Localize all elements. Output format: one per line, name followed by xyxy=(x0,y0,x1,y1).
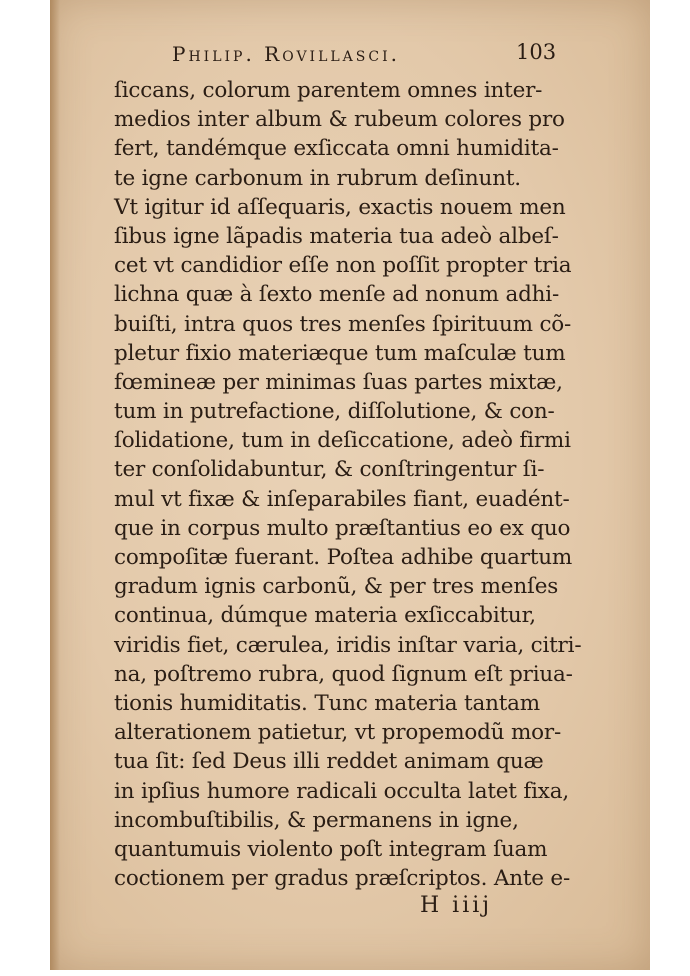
text-line: compoſitæ fuerant. Poſtea adhibe quartum xyxy=(114,545,573,570)
text-line: in ipſius humore radicali occulta latet fixa, xyxy=(114,778,569,804)
text-line: lichna quæ à ſexto menſe ad nonum adhi- xyxy=(114,282,560,308)
text-line: incombuſtibilis, & permanens in igne, xyxy=(114,807,519,833)
text-line: medios inter album & rubeum colores pro xyxy=(114,107,565,133)
text-line: tionis humiditatis. Tunc materia tantam xyxy=(114,690,540,716)
text-line: pletur fixio materiæque tum maſculæ tum xyxy=(114,340,566,366)
page-number: 103 xyxy=(516,40,557,64)
text-line: ſolidatione, tum in deſiccatione, adeò firmi xyxy=(114,428,571,454)
text-line: buiſti, intra quos tres menſes ſpirituum cõ- xyxy=(114,311,572,337)
text-line: mul vt fixæ & inſeparabiles fiant, euadént- xyxy=(114,486,570,512)
text-line: tum in putrefactione, diſſolutione, & con- xyxy=(114,399,555,425)
signature-mark: H iiij xyxy=(420,893,493,919)
text-line: fœmineæ per minimas ſuas partes mixtæ, xyxy=(114,369,563,395)
text-line: cet vt candidior eſſe non poſſit propter tria xyxy=(114,253,572,279)
text-line: viridis fiet, cærulea, iridis inſtar varia, citri- xyxy=(114,632,582,658)
text-line: na, poſtremo rubra, quod ſignum eſt priua- xyxy=(114,661,573,687)
page-scan xyxy=(50,0,650,970)
running-title: Philip. Rovillasci. xyxy=(172,42,400,66)
text-line: ter conſolidabuntur, & conſtringentur ſi- xyxy=(114,457,545,483)
running-head xyxy=(114,36,634,72)
text-line: te igne carbonum in rubrum deſinunt. xyxy=(114,165,521,191)
text-line: quantumuis violento poſt integram ſuam xyxy=(114,836,548,862)
body-text xyxy=(114,76,634,893)
text-line: gradum ignis carbonũ, & per tres menſes xyxy=(114,574,559,600)
text-line: que in corpus multo præſtantius eo ex quo xyxy=(114,515,571,541)
text-line: Vt igitur id aſſequaris, exactis nouem men xyxy=(114,194,566,220)
page-edge-shadow xyxy=(50,0,60,970)
text-line: ſiccans, colorum parentem omnes inter- xyxy=(114,78,543,103)
text-line: fert, tandémque exſiccata omni humidita- xyxy=(114,136,559,162)
text-line: alterationem patietur, vt propemodũ mor- xyxy=(114,720,562,746)
text-line: continua, dúmque materia exſiccabitur, xyxy=(114,603,536,629)
printed-page xyxy=(114,36,634,923)
text-line: tua ſit: ſed Deus illi reddet animam quæ xyxy=(114,749,544,775)
page-footer xyxy=(114,893,634,923)
text-line: ſibus igne lãpadis materia tua adeò albeſ- xyxy=(114,223,559,249)
text-line: coctionem per gradus præſcriptos. Ante e- xyxy=(114,866,571,892)
